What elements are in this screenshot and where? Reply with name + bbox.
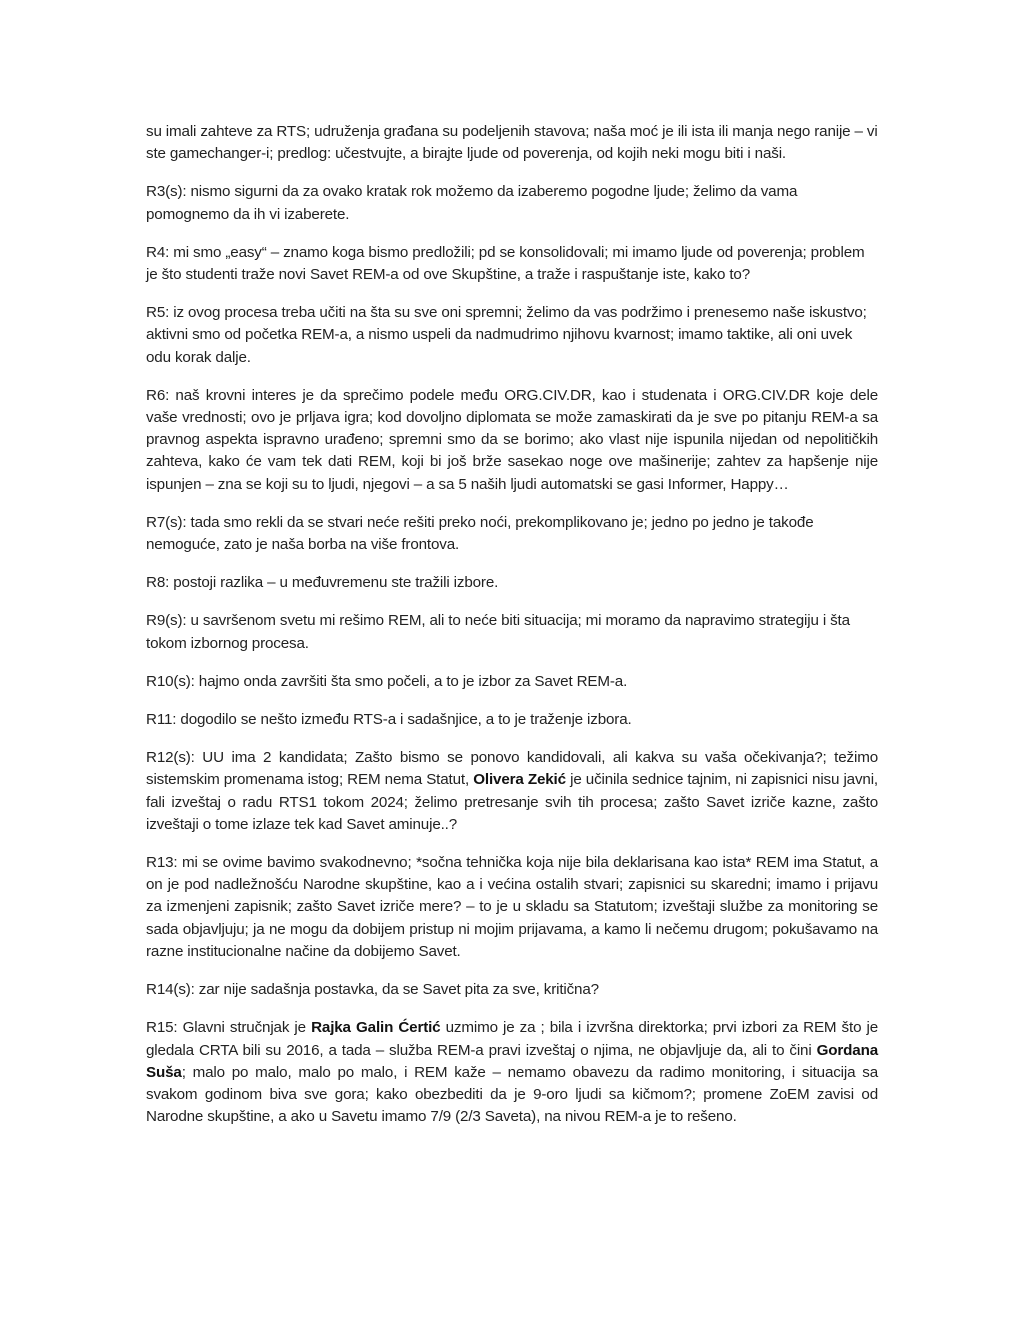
bold-name: Gordana Suša xyxy=(146,1041,878,1081)
paragraph-r10 xyxy=(146,671,878,693)
paragraph-r6 xyxy=(146,385,878,496)
paragraph-text: R15: Glavni stručnjak je xyxy=(146,1019,312,1037)
paragraph-text: su imali zahteve za RTS; udruženja građana su podeljenih stavova; naša moć je ili ista ili manja nego ranije – vi ste gamechanger-i; predlog: učestvujte, a birajte ljude od poverenja, od kojih neki mogu biti i naši. xyxy=(146,123,878,163)
paragraph-text: R13: mi se ovime bavimo svakodnevno; *sočna tehnička koja nije bila deklarisana kao ista* REM ima Statut, a on je pod nadležnošću Narodne skupštine, kao a i većina ostalih stvari; zapisnici su skaredni; imamo i prijavu za izmenjeni zapisnik; zašto Savet izriče mere? – to je u skladu sa Statutom; izveštaji službe za monitoring se sada objavljuju; ja ne mogu da dobijem pristup ni mojim prijavama, a kamo li nečemu drugom; pokušavamo na razne institucionalne načine da dobijemo Savet. xyxy=(146,854,878,960)
paragraph-r4 xyxy=(146,242,878,286)
paragraph-r11 xyxy=(146,709,878,731)
paragraph-text: R5: iz ovog procesa treba učiti na šta su sve oni spremni; želimo da vas podržimo i prenesemo naše iskustvo; aktivni smo od početka REM-a, a nismo uspeli da nadmudrimo njihovu kvarnost; imamo taktike, ali oni uvek odu korak dalje. xyxy=(146,304,867,366)
paragraph-text: R8: postoji razlika – u međuvremenu ste tražili izbore. xyxy=(146,574,499,592)
paragraph-text: R4: mi smo „easy“ – znamo koga bismo predložili; pd se konsolidovali; mi imamo ljude od poverenja; problem je što studenti traže novi Savet REM-a od ove Skupštine, a traže i raspuštanje iste, kako to? xyxy=(146,243,865,284)
paragraph-text: je učinila sednice tajnim, ni zapisnici nisu javni, fali izveštaj o radu RTS1 tokom 2024; želimo pretresanje svih tih procesa; zašto Savet izriče kazne, zašto izveštaji o tome izlaze tek kad Savet aminuje..? xyxy=(146,771,878,833)
paragraph-r13 xyxy=(146,852,878,963)
paragraph-text: R11: dogodilo se nešto između RTS-a i sadašnjice, a to je traženje izbora. xyxy=(146,711,632,729)
paragraph-r7 xyxy=(146,512,878,556)
paragraph-text: ; malo po malo, malo po malo, i REM kaže – nemamo obavezu da radimo monitoring, i situacija sa svakom godinom biva sve gora; kako obezbediti da je 9-oro ljudi sa kičmom?; promene ZoEM zavisi od Narodne skupštine, a ako u Savetu imamo 7/9 (2/3 Saveta), na nivou REM-a je to rešeno. xyxy=(146,1063,878,1126)
document-page xyxy=(146,121,878,1144)
paragraph-text: R7(s): tada smo rekli da se stvari neće rešiti preko noći, prekomplikovano je; jedno po jedno je takođe nemoguće, zato je naša borba na više frontova. xyxy=(146,513,814,554)
paragraph-text: R10(s): hajmo onda završiti šta smo počeli, a to je izbor za Savet REM-a. xyxy=(146,672,628,690)
paragraph-text: R6: naš krovni interes je da sprečimo podele među ORG.CIV.DR, kao i studenata i ORG.CIV.DR koje dele vaše vrednosti; ovo je prljava igra; kod dovoljno diplomata se može zamaskirati da je sve po pitanju REM-a sa pravnog aspekta ispravno urađeno; spremni smo da se borimo; ako vlast nije ispunila nijedan od nepolitičkih zahteva, kako će vam tek dati REM, koji bi još brže sasekao noge ove mašinerije; zahtev za hapšenje nije ispunjen – zna se koji su to ljudi, njegovi – a sa 5 naših ljudi automatski se gasi Informer, Happy… xyxy=(146,386,878,493)
paragraph-text: uzmimo je za ; bila i izvršna direktorka; prvi izbori za REM što je gledala CRTA bili su 2016, a tada – služba REM-a pravi izveštaj o njima, ne objavljuje da, ali to čini xyxy=(146,1019,879,1059)
paragraph-r14 xyxy=(146,979,878,1001)
bold-name: Olivera Zekić xyxy=(473,771,566,789)
paragraph-r8 xyxy=(146,572,878,594)
paragraph-text: R3(s): nismo sigurni da za ovako kratak rok možemo da izaberemo pogodne ljude; želimo da vama pomognemo da ih vi izaberete. xyxy=(146,183,798,223)
paragraph-r12 xyxy=(146,747,878,836)
paragraph-r15 xyxy=(146,1017,878,1128)
bold-name: Rajka Galin Ćertić xyxy=(311,1019,441,1037)
paragraph-cont xyxy=(146,121,878,165)
paragraph-r3 xyxy=(146,181,878,225)
paragraph-text: R12(s): UU ima 2 kandidata; Zašto bismo se ponovo kandidovali, ali kakva su vaša očekivanja?; težimo sistemskim promenama istog; REM nema Statut, xyxy=(146,749,878,789)
paragraph-r9 xyxy=(146,610,878,654)
paragraph-r5 xyxy=(146,302,878,369)
paragraph-text: R9(s): u savršenom svetu mi rešimo REM, ali to neće biti situacija; mi moramo da napravimo strategiju i šta tokom izbornog procesa. xyxy=(146,612,850,652)
paragraph-text: R14(s): zar nije sadašnja postavka, da se Savet pita za sve, kritična? xyxy=(146,981,599,999)
